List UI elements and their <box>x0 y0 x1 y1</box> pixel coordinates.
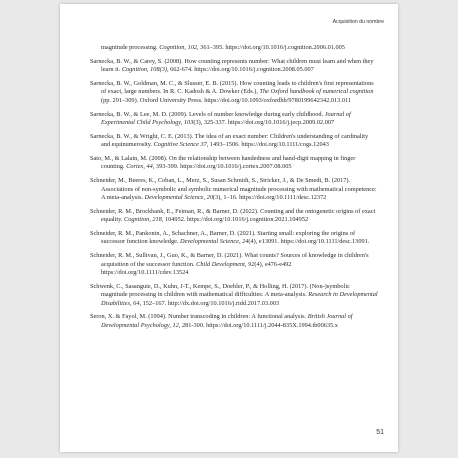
page-number: 51 <box>376 429 384 436</box>
reference-entry: Sarnecka, B. W., & Lee, M. D. (2009). Levels of number knowledge during early childhood. Journal of Experimental Child Psychology, 103(3), 325-337. https://doi.org/10.1016/j.jecp.2009.02.007 <box>90 110 351 127</box>
reference-entry: Schneider, R. M., Sullivan, J., Guo, K., & Barner, D. (2021). What counts? Sources of knowledge in children's acquisition of the successor function. Child Development, 92(4), e476-e492 https://doi.org/10.1111/cdev.13524 <box>90 252 369 277</box>
reference-entry: Sato, M., & Lalain, M. (2008). On the relationship between handedness and hand-digit mapping in finger counting. Cortex, 44, 393-399. https://doi.org/10.1016/j.cortex.2007.08.005 <box>90 155 356 171</box>
reference-entry: Sarnecka, B. W., Goldman, M. C., & Slusser, E. B. (2015). How counting leads to children's first representations of exact, large numbers. In R. C. Kadosh & A. Dowker (Eds.), The Oxford handbook of numerical cognition (pp. 291–309). Oxford University Press. https://doi.org/10.1093/oxfordhb/9780199642342.013.011 <box>90 80 374 104</box>
reference-entry: Sarnecka, B. W., & Wright, C. E. (2013). The idea of an exact number: Children's understanding of cardinality and equinumerosity. Cognitive Science 37, 1493–1506. https://doi.org/10.1111/cogs.12043 <box>90 132 369 149</box>
reference-entry: Seron, X. & Fayol, M. (1994). Number transcoding in children: A functional analysis. British Journal of Developmental Psychology, 12, 281-300. https://doi.org/10.1111/j.2044-835X.1994.tb00635.x <box>90 313 353 329</box>
running-header: Acquisition du nombre <box>332 19 384 25</box>
book-page <box>60 4 398 452</box>
reference-entry: Schneider, R. M., Pankonin, A., Schachner, A., Barner, D. (2021). Starting small: exploring the origins of successor function knowledge. Developmental Science, 24(4), e13091. https://doi.org/10.1111/desc.13091. <box>90 230 370 246</box>
reference-entry: Schneider, R. M., Brockbank, E., Feiman, R., & Barner, D. (2022). Counting and the ontogenetic origins of exact equality. Cognition, 218, 104952. https://doi.org/10.1016/j.cognition.2021.104952 <box>90 207 376 224</box>
reference-entry: Schwenk, C., Sasanguie, D., Kuhn, J-T., Kempe, S., Doebler, P., & Holling, H. (2017). (Non-)symbolic magnitude processing in children with mathematical difficulties: A meta-analysis. Research in Developmental Disabilities, 64, 152–167. http://dx.doi.org/10.1016/j.ridd.2017.03.003 <box>90 282 378 307</box>
reference-entry: magnitude processing. Cognition, 102, 361–395. https://doi.org/10.1016/j.cognition.2006.01.005 <box>101 44 345 51</box>
reference-entry: Sarnecka, B. W., & Carey, S. (2008). How counting represents number: What children must learn and when they learn it. Cognition, 108(3), 662-674. https://doi.org/10.1016/j.cognition.2008.05.007 <box>90 57 374 74</box>
reference-list <box>90 44 378 336</box>
reference-entry: Schneider, M., Beeres, K., Coban, L., Merz, S., Susan Schmidt, S., Stricker, J., & De Smedt, B. (2017). Associations of non-symbolic and symbolic numerical magnitude processing with mathematical competence: A meta-analysis. Developmental Science, 20(3), 1–16. https://doi.org/10.1111/desc.12372 <box>90 177 377 202</box>
